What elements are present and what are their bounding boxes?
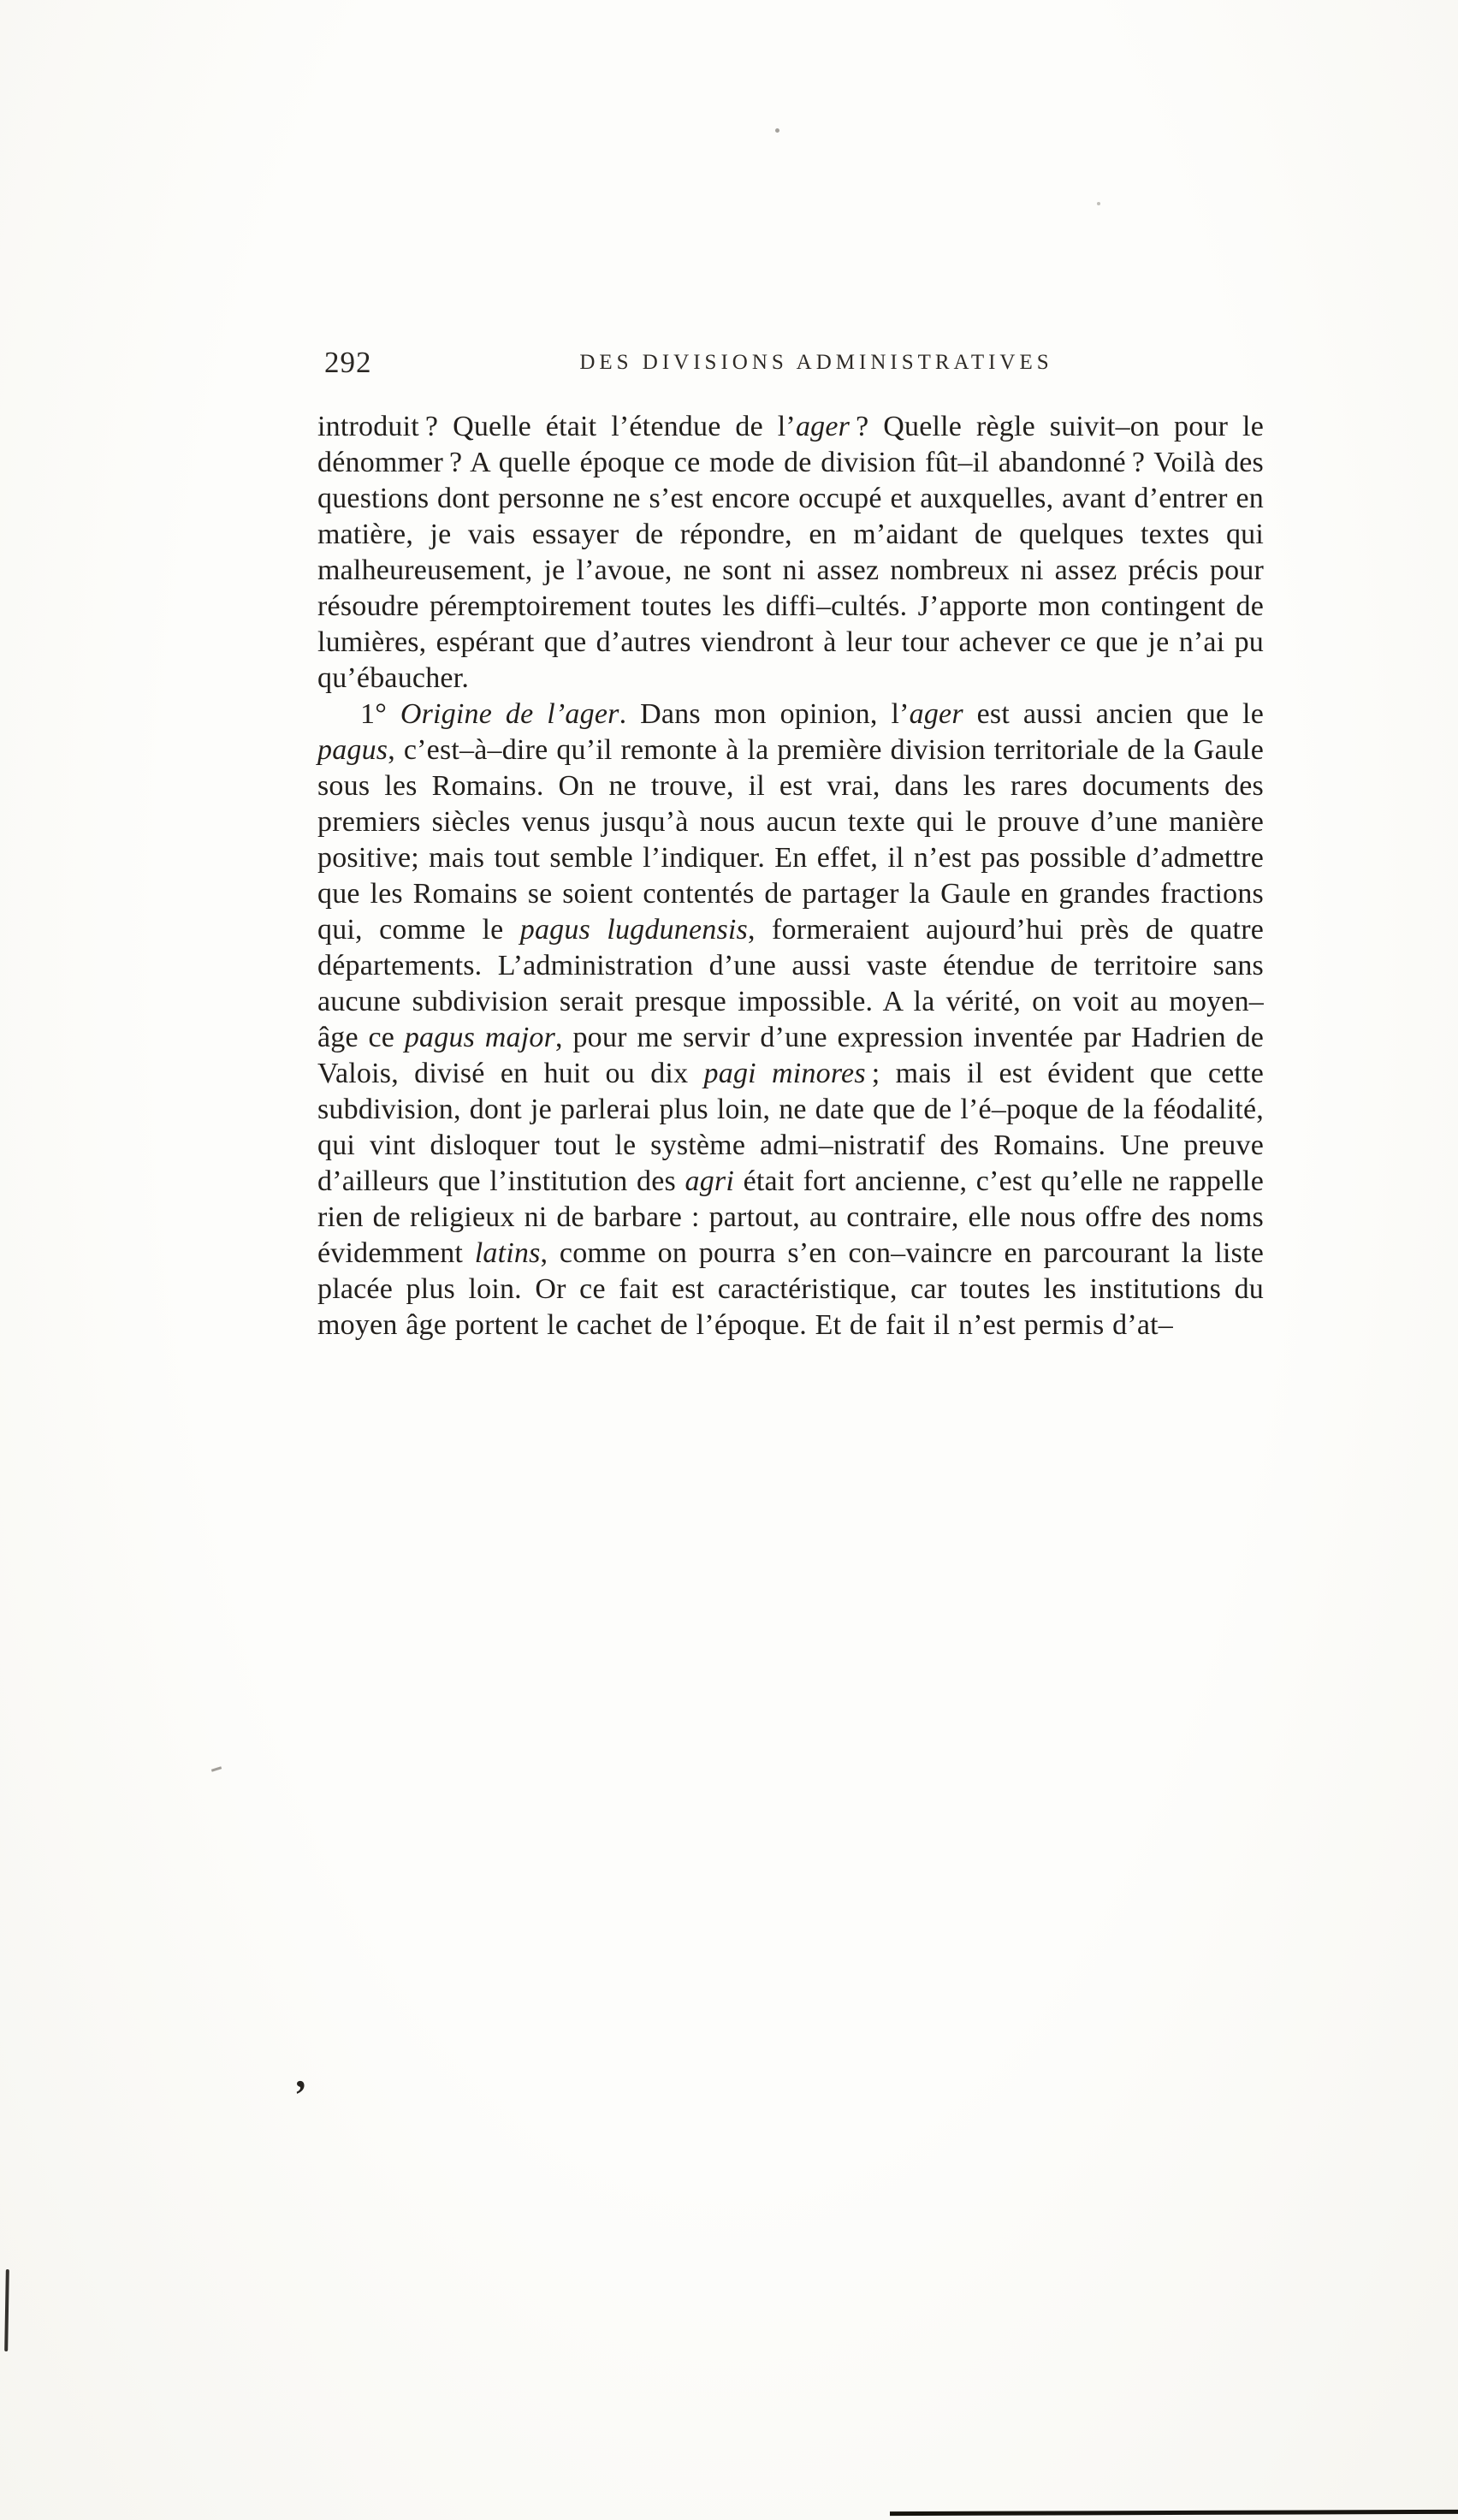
italic-run: pagus: [317, 734, 388, 766]
scan-dash-left: [211, 1766, 222, 1772]
italic-run: ager: [795, 411, 850, 442]
italic-run: pagus lugdunensis: [519, 914, 748, 946]
text-run: était fort ancienne, c’est qu’elle ne rappelle rien de religieux ni de barbare : partout, au contraire, elle nous offre des noms évidemment: [317, 1165, 1264, 1269]
text-run: , pour me servir d’une expression inventée par Hadrien de Valois, divisé en huit ou dix: [317, 1022, 1265, 1089]
scan-dot-right: [1097, 202, 1100, 205]
text-run: introduit ? Quelle était l’étendue de l’: [317, 411, 796, 442]
italic-run: agri: [685, 1165, 735, 1197]
running-title: DES DIVISIONS ADMINISTRATIVES: [579, 351, 1053, 374]
paragraph: [317, 697, 1264, 1343]
italic-run: latins: [474, 1237, 541, 1269]
italic-run: pagi minores: [703, 1058, 866, 1089]
italic-run: pagus major: [404, 1022, 556, 1053]
scan-edge-scratch: [4, 2269, 9, 2351]
text-run: . Dans mon opinion, l’: [619, 698, 910, 730]
scan-bottom-edge-line: [890, 2510, 1458, 2516]
scan-dot-top: [775, 128, 779, 133]
text-run: est aussi ancien que le: [963, 698, 1264, 730]
text-block: [317, 409, 1264, 1343]
page-number: 292: [324, 346, 372, 379]
italic-run: ager: [909, 698, 963, 730]
text-run: , c’est–à–dire qu’il remonte à la première division territoriale de la Gaule sous les Romains. On ne trouve, il est vrai, dans les rares documents des premiers siècles venus jusqu’à nous aucun texte qui le prouve d’une manière positive; mais tout semble l’indiquer. En effet, il n’est pas possible d’admettre que les Romains se soient contentés de partager la Gaule en grandes fractions qui, comme le: [317, 734, 1264, 946]
italic-run: Origine de l’ager: [400, 698, 619, 730]
text-run: 1°: [360, 698, 400, 730]
scan-speck-comma: ,: [292, 2050, 307, 2097]
text-run: ; mais il est évident que cette subdivision, dont je parlerai plus loin, ne date que de l’é–poque de la féodalité, qui vint disloquer tout le système admi–nistratif des Romains. Une preuve d’ailleurs que l’institution des: [317, 1058, 1265, 1197]
text-run: , comme on pourra s’en con–vaincre en parcourant la liste placée plus loin. Or ce fait est caractéristique, car toutes les institutions du moyen âge portent le cachet de l’époque. Et de fait il n’est permis d’at–: [317, 1237, 1265, 1341]
text-run: , formeraient aujourd’hui près de quatre départements. L’administration d’une aussi vaste étendue de territoire sans aucune subdivision serait presque impossible. A la vérité, on voit au moyen–âge ce: [317, 914, 1265, 1053]
text-run: ? Quelle règle suivit–on pour le dénommer ? A quelle époque ce mode de division fût–il abandonné ? Voilà des questions dont personne ne s’est encore occupé et auxquelles, avant d’entrer en matière, je vais essayer de répondre, en m’aidant de quelques textes qui malheureusement, je l’avoue, ne sont ni assez nombreux ni assez précis pour résoudre péremptoirement toutes les diffi–cultés. J’apporte mon contingent de lumières, espérant que d’autres viendront à leur tour achever ce que je n’ai pu qu’ébaucher.: [317, 411, 1264, 694]
paragraph: [317, 409, 1264, 697]
page-header: [317, 346, 1264, 385]
